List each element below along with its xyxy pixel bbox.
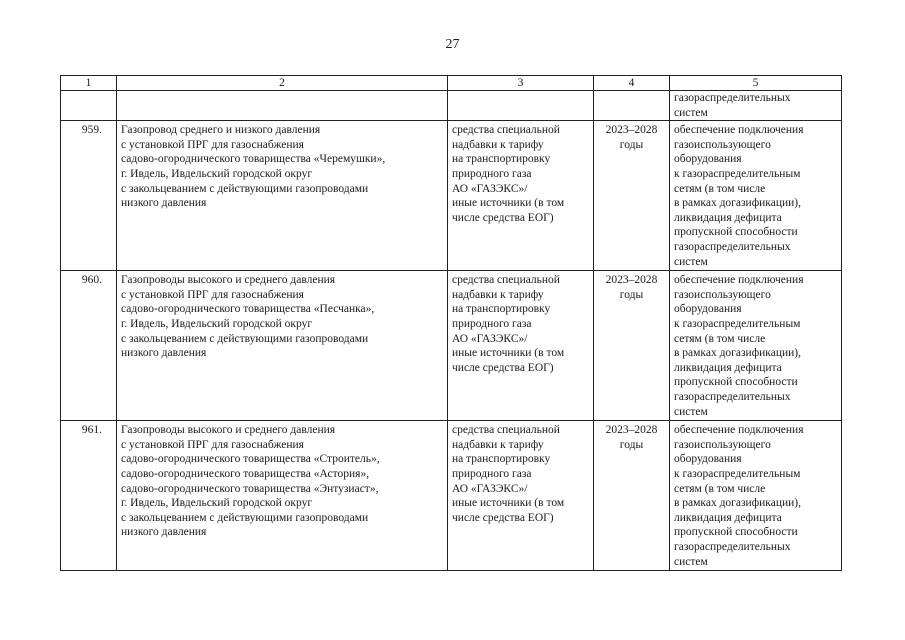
row-source: средства специальной надбавки к тарифу на транспортировку природного газа АО «ГАЗЭКС»/ иные источники (в том числе средства ЕОГ) bbox=[448, 421, 594, 571]
row-number: 960. bbox=[61, 271, 117, 421]
header-col-2: 2 bbox=[117, 76, 448, 91]
row-source: средства специальной надбавки к тарифу на транспортировку природного газа АО «ГАЗЭКС»/ иные источники (в том числе средства ЕОГ) bbox=[448, 271, 594, 421]
row-object: Газопроводы высокого и среднего давления с установкой ПРГ для газоснабжения садово-огороднического товарищества «Песчанка», г. Ивдель, Ивдельский городской округ с закольцеванием с действующими газопроводами низкого давления bbox=[117, 271, 448, 421]
row-source: средства специальной надбавки к тарифу на транспортировку природного газа АО «ГАЗЭКС»/ иные источники (в том числе средства ЕОГ) bbox=[448, 121, 594, 271]
document-table bbox=[60, 75, 842, 571]
table-row bbox=[61, 421, 842, 571]
header-col-3: 3 bbox=[448, 76, 594, 91]
row-number: 959. bbox=[61, 121, 117, 271]
table-row bbox=[61, 121, 842, 271]
row-years: 2023–2028 годы bbox=[594, 121, 670, 271]
continuation-purpose: газораспределительных систем bbox=[670, 91, 842, 121]
row-object: Газопровод среднего и низкого давления с установкой ПРГ для газоснабжения садово-огороднического товарищества «Черемушки», г. Ивдель, Ивдельский городской округ с закольцеванием с действующими газопроводами низкого давления bbox=[117, 121, 448, 271]
header-row bbox=[61, 76, 842, 91]
row-years: 2023–2028 годы bbox=[594, 421, 670, 571]
header-col-5: 5 bbox=[670, 76, 842, 91]
continuation-row bbox=[61, 91, 842, 121]
header-col-4: 4 bbox=[594, 76, 670, 91]
page-number: 27 bbox=[445, 37, 460, 52]
table-row bbox=[61, 271, 842, 421]
row-purpose: обеспечение подключения газоиспользующего оборудования к газораспределительным сетям (в том числе в рамках догазификации), ликвидация дефицита пропускной способности газораспределительных систем bbox=[670, 121, 842, 271]
row-object: Газопроводы высокого и среднего давления с установкой ПРГ для газоснабжения садово-огороднического товарищества «Строитель», садово-огороднического товарищества «Астория», садово-огороднического товарищества «Энтузиаст», г. Ивдель, Ивдельский городской округ с закольцеванием с действующими газопроводами низкого давления bbox=[117, 421, 448, 571]
row-purpose: обеспечение подключения газоиспользующего оборудования к газораспределительным сетям (в том числе в рамках догазификации), ликвидация дефицита пропускной способности газораспределительных систем bbox=[670, 271, 842, 421]
row-purpose: обеспечение подключения газоиспользующего оборудования к газораспределительным сетям (в том числе в рамках догазификации), ликвидация дефицита пропускной способности газораспределительных систем bbox=[670, 421, 842, 571]
header-col-1: 1 bbox=[61, 76, 117, 91]
row-years: 2023–2028 годы bbox=[594, 271, 670, 421]
row-number: 961. bbox=[61, 421, 117, 571]
